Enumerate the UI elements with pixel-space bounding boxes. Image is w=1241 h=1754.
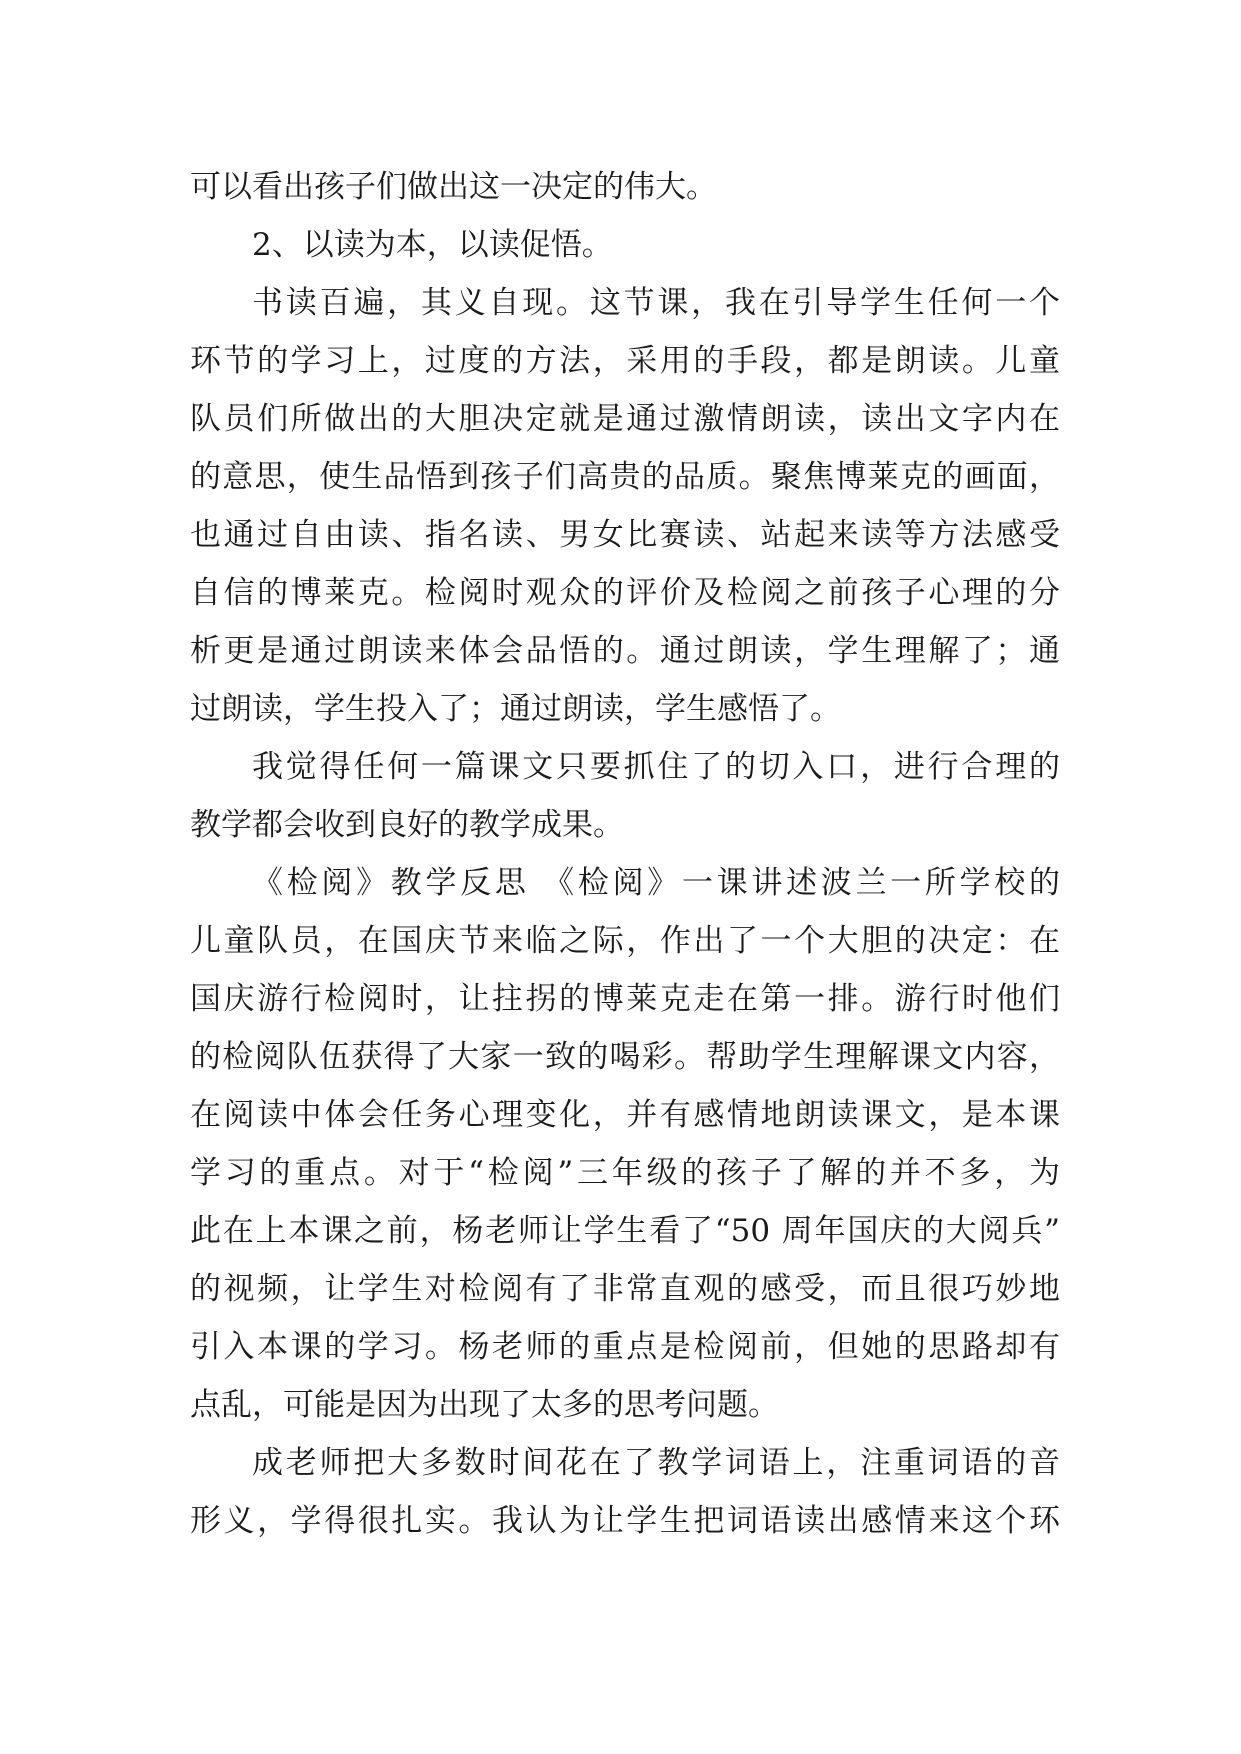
text-line: 环节的学习上，过度的方法，采用的手段，都是朗读。儿童 xyxy=(190,343,1060,379)
text-line: 此在上本课之前，杨老师让学生看了“50 周年国庆的大阅兵” xyxy=(190,1213,1060,1249)
text-line: 形义，学得很扎实。我认为让学生把词语读出感情来这个环 xyxy=(190,1503,1060,1539)
text-line: 儿童队员，在国庆节来临之际，作出了一个大胆的决定：在 xyxy=(190,923,1060,959)
text-line: 也通过自由读、指名读、男女比赛读、站起来读等方法感受 xyxy=(190,517,1060,553)
text-line: 教学都会收到良好的教学成果。 xyxy=(190,807,624,843)
text-line: 析更是通过朗读来体会品悟的。通过朗读，学生理解了；通 xyxy=(190,633,1060,669)
text-line: 2、以读为本，以读促悟。 xyxy=(252,227,613,263)
text-line: 队员们所做出的大胆决定就是通过激情朗读，读出文字内在 xyxy=(190,401,1060,437)
text-line: 点乱，可能是因为出现了太多的思考问题。 xyxy=(190,1387,779,1423)
text-line: 成老师把大多数时间花在了教学词语上，注重词语的音 xyxy=(252,1445,1060,1481)
text-line: 在阅读中体会任务心理变化，并有感情地朗读课文，是本课 xyxy=(190,1097,1060,1133)
text-line: 书读百遍，其义自现。这节课，我在引导学生任何一个 xyxy=(252,285,1060,321)
document-body xyxy=(190,158,1060,1550)
text-line: 过朗读，学生投入了；通过朗读，学生感悟了。 xyxy=(190,691,841,727)
text-line: 引入本课的学习。杨老师的重点是检阅前，但她的思路却有 xyxy=(190,1329,1060,1365)
text-line: 的检阅队伍获得了大家一致的喝彩。帮助学生理解课文内容， xyxy=(190,1039,1060,1075)
text-line: 国庆游行检阅时，让拄拐的博莱克走在第一排。游行时他们 xyxy=(190,981,1060,1017)
text-line: 我觉得任何一篇课文只要抓住了的切入口，进行合理的 xyxy=(252,749,1060,785)
text-line: 学习的重点。对于“检阅”三年级的孩子了解的并不多，为 xyxy=(190,1155,1060,1191)
text-line: 的视频，让学生对检阅有了非常直观的感受，而且很巧妙地 xyxy=(190,1271,1060,1307)
text-line: 自信的博莱克。检阅时观众的评价及检阅之前孩子心理的分 xyxy=(190,575,1060,611)
text-line: 可以看出孩子们做出这一决定的伟大。 xyxy=(190,169,717,205)
text-line: 的意思，使生品悟到孩子们高贵的品质。聚焦博莱克的画面， xyxy=(190,459,1060,495)
text-line: 《检阅》教学反思 《检阅》一课讲述波兰一所学校的 xyxy=(252,865,1060,901)
